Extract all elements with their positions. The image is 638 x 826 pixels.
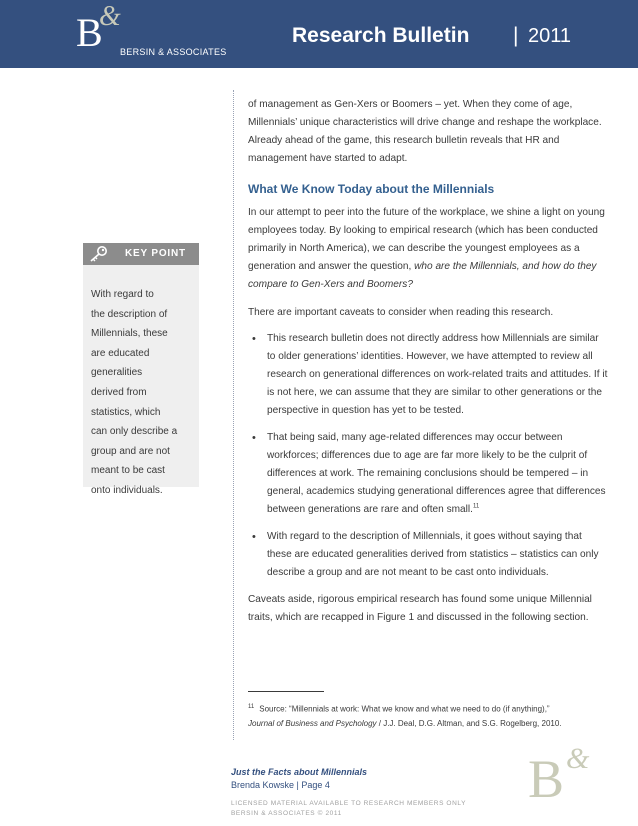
footer-author-page: Brenda Kowske | Page 4 xyxy=(231,780,330,790)
logo-company-name: BERSIN & ASSOCIATES xyxy=(120,47,227,57)
key-point-line: are educated xyxy=(91,347,150,359)
bullet-text: • This research bulletin does not directly address how Millennials are similar to older generations’ identities. However, we have attempted to review all research on generational differences on work-related traits and attitudes. If it is not here, we can assume that they are similar to other generations or the perspective in question has yet to be tested. xyxy=(267,333,608,416)
footer-license xyxy=(231,799,466,819)
footnote-rule xyxy=(248,691,324,692)
column-divider xyxy=(233,90,234,740)
know-question: who are the Millennials, and how do they compare to Gen-Xers and Boomers? xyxy=(248,261,597,290)
logo-ampersand: & xyxy=(99,1,121,32)
intro-paragraph: of management as Gen-Xers or Boomers – yet. When they come of age, Millennials’ unique characteristics will drive change and reshape the workplace. Already ahead of the game, this research bulletin reveals that HR and management have started to adapt. xyxy=(248,99,602,164)
key-point-header xyxy=(83,243,199,265)
footer-logo-ampersand: & xyxy=(566,742,590,775)
title-separator: | xyxy=(513,24,519,47)
closing-paragraph: Caveats aside, rigorous empirical research has found some unique Millennial traits, which are recapped in Figure 1 and discussed in the following section. xyxy=(248,594,592,623)
know-paragraph xyxy=(248,204,608,294)
footnote-number: 11 xyxy=(248,704,255,710)
footnote-ref[interactable]: 11 xyxy=(472,503,480,510)
bulletin-title: Research Bulletin xyxy=(292,24,470,47)
key-point-line: the description of xyxy=(91,308,168,320)
key-point-line: generalities xyxy=(91,367,143,379)
key-point-line: statistics, which xyxy=(91,406,161,418)
footnote-journal: Journal of Business and Psychology xyxy=(248,718,377,728)
key-icon xyxy=(87,245,109,263)
list-item xyxy=(248,429,608,519)
list-item xyxy=(248,528,608,582)
key-point-line: With regard to xyxy=(91,289,154,300)
license-line: BERSIN & ASSOCIATES © 2011 xyxy=(231,810,342,817)
bulletin-year: 2011 xyxy=(528,25,572,47)
footnote-source: Source: “Millennials at work: What we know and what we need to do (if anything),” xyxy=(259,704,550,714)
key-point-text xyxy=(91,285,199,501)
key-point-line: can only describe a xyxy=(91,426,178,438)
footnote-rest: / J.J. Deal, D.G. Altman, and S.G. Rogelberg, 2010. xyxy=(376,718,562,728)
key-point-line: group and are not xyxy=(91,445,170,457)
bullet-text: That being said, many age-related differences may occur between workforces; differences due to age are far more likely to be the culprit of differences at work. The remaining conclusions should be tempered – in general, academics studying generational differences agree that differences between generations are rare and often small. xyxy=(267,432,606,515)
logo-letter: B xyxy=(76,10,103,55)
know-text: In our attempt to peer into the future of the workplace, we shine a light on young employees today. By looking to empirical research (which has been conducted primarily in North America), we can describe the youngest employees as a generation and answer the question, xyxy=(248,207,605,272)
caveat-list xyxy=(248,330,608,582)
key-point-label: KEY POINT xyxy=(125,248,186,259)
bullet-text: • With regard to the description of Millennials, it goes without saying that these are educated generalities derived from statistics – statistics can only describe a group and are not meant to be cast onto individuals. xyxy=(267,531,599,578)
footer-title: Just the Facts about Millennials xyxy=(231,767,368,777)
key-point-line: derived from xyxy=(91,386,147,398)
footnote xyxy=(248,700,618,731)
license-line: LICENSED MATERIAL AVAILABLE TO RESEARCH MEMBERS ONLY xyxy=(231,800,467,807)
header-banner xyxy=(0,0,638,68)
key-point-line: onto individuals. xyxy=(91,484,163,496)
footer-logo-letter: B xyxy=(528,749,565,809)
key-point-line: meant to be cast xyxy=(91,465,165,477)
section-heading: What We Know Today about the Millennials xyxy=(248,182,495,196)
key-point-line: Millennials, these xyxy=(91,328,168,340)
main-column xyxy=(248,96,608,627)
caveat-intro: There are important caveats to consider when reading this research. xyxy=(248,307,554,318)
list-item xyxy=(248,330,608,420)
key-point-box xyxy=(83,265,199,496)
